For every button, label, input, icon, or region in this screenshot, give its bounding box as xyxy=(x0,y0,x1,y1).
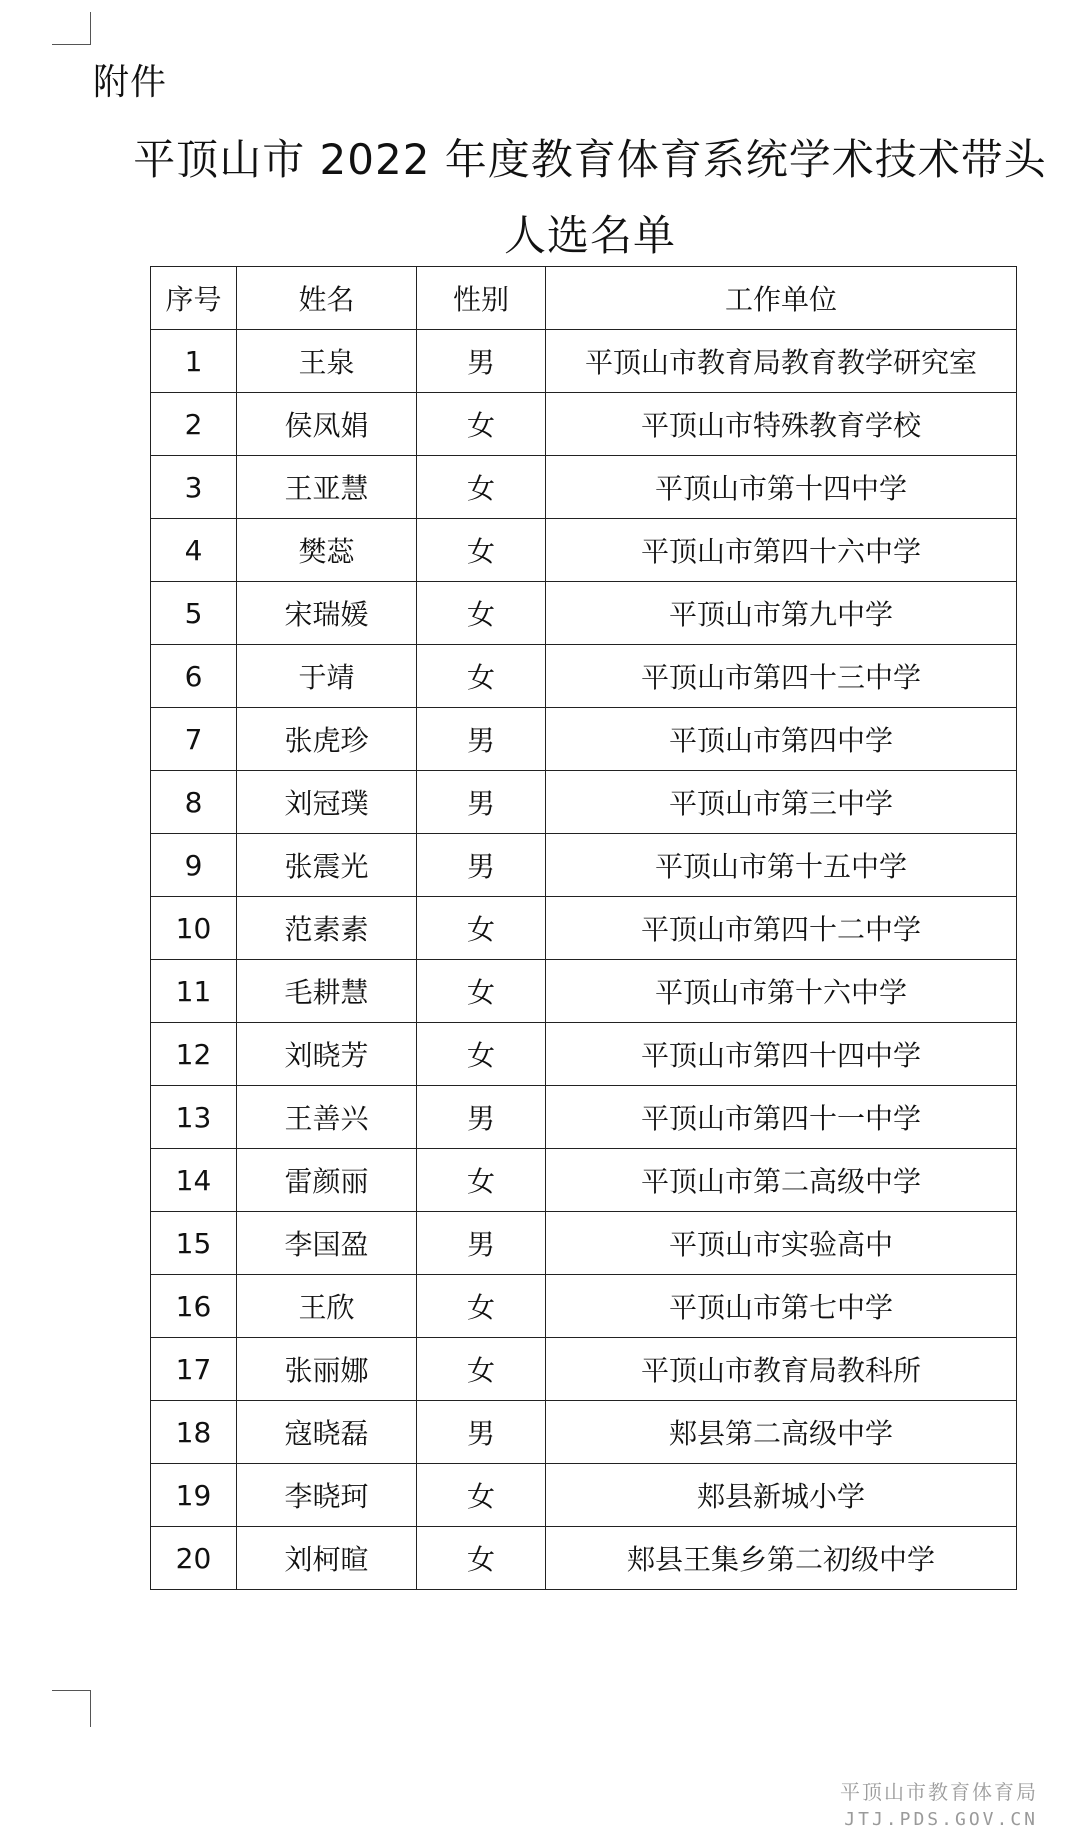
cell-number: 7 xyxy=(151,708,237,771)
cell-number: 1 xyxy=(151,330,237,393)
table-body xyxy=(151,330,1017,1590)
table-row xyxy=(151,645,1017,708)
attachment-label: 附件 xyxy=(93,62,168,103)
cell-gender: 女 xyxy=(417,393,546,456)
cell-number: 4 xyxy=(151,519,237,582)
roster-table xyxy=(150,266,1017,1590)
table-row xyxy=(151,1023,1017,1086)
cell-number: 17 xyxy=(151,1338,237,1401)
cell-name: 刘冠璞 xyxy=(237,771,417,834)
cell-number: 14 xyxy=(151,1149,237,1212)
cell-gender: 女 xyxy=(417,582,546,645)
cell-gender: 女 xyxy=(417,897,546,960)
cell-number: 13 xyxy=(151,1086,237,1149)
cell-name: 于靖 xyxy=(237,645,417,708)
cell-number: 3 xyxy=(151,456,237,519)
cell-name: 宋瑞媛 xyxy=(237,582,417,645)
table-row xyxy=(151,708,1017,771)
table-row xyxy=(151,834,1017,897)
cell-name: 毛耕慧 xyxy=(237,960,417,1023)
cell-number: 12 xyxy=(151,1023,237,1086)
cell-workplace: 郏县王集乡第二初级中学 xyxy=(546,1527,1017,1590)
cell-workplace: 平顶山市第四十六中学 xyxy=(546,519,1017,582)
table-row xyxy=(151,960,1017,1023)
cell-name: 范素素 xyxy=(237,897,417,960)
table-row xyxy=(151,582,1017,645)
table-row xyxy=(151,1401,1017,1464)
cell-gender: 男 xyxy=(417,1401,546,1464)
table-row xyxy=(151,1212,1017,1275)
cell-workplace: 平顶山市第四十二中学 xyxy=(546,897,1017,960)
header-workplace: 工作单位 xyxy=(546,267,1017,330)
cell-number: 15 xyxy=(151,1212,237,1275)
header-number: 序号 xyxy=(151,267,237,330)
cell-number: 8 xyxy=(151,771,237,834)
cell-workplace: 平顶山市第四十一中学 xyxy=(546,1086,1017,1149)
crop-mark-top xyxy=(52,12,91,45)
cell-name: 李晓珂 xyxy=(237,1464,417,1527)
title-line-2: 人选名单 xyxy=(503,211,676,260)
cell-workplace: 平顶山市第四十四中学 xyxy=(546,1023,1017,1086)
cell-gender: 男 xyxy=(417,330,546,393)
cell-gender: 男 xyxy=(417,771,546,834)
cell-number: 19 xyxy=(151,1464,237,1527)
cell-name: 寇晓磊 xyxy=(237,1401,417,1464)
watermark-url: JTJ.PDS.GOV.CN xyxy=(844,1809,1038,1830)
cell-workplace: 平顶山市第七中学 xyxy=(546,1275,1017,1338)
cell-name: 王善兴 xyxy=(237,1086,417,1149)
cell-gender: 男 xyxy=(417,708,546,771)
title-line-1: 平顶山市 2022 年度教育体育系统学术技术带头 xyxy=(133,135,1047,184)
cell-gender: 女 xyxy=(417,1527,546,1590)
cell-name: 张震光 xyxy=(237,834,417,897)
cell-number: 6 xyxy=(151,645,237,708)
watermark-name: 平顶山市教育体育局 xyxy=(840,1780,1038,1804)
cell-workplace: 平顶山市第四十三中学 xyxy=(546,645,1017,708)
cell-number: 20 xyxy=(151,1527,237,1590)
cell-name: 李国盈 xyxy=(237,1212,417,1275)
cell-workplace: 平顶山市第十六中学 xyxy=(546,960,1017,1023)
cell-gender: 女 xyxy=(417,456,546,519)
cell-workplace: 平顶山市第九中学 xyxy=(546,582,1017,645)
cell-gender: 男 xyxy=(417,1212,546,1275)
cell-name: 刘柯暄 xyxy=(237,1527,417,1590)
table-row xyxy=(151,393,1017,456)
document-title xyxy=(130,122,1050,274)
site-watermark xyxy=(840,1776,1038,1830)
table-row xyxy=(151,1086,1017,1149)
cell-name: 张虎珍 xyxy=(237,708,417,771)
cell-gender: 女 xyxy=(417,1149,546,1212)
cell-gender: 男 xyxy=(417,834,546,897)
cell-number: 2 xyxy=(151,393,237,456)
cell-gender: 女 xyxy=(417,519,546,582)
cell-gender: 女 xyxy=(417,645,546,708)
cell-number: 11 xyxy=(151,960,237,1023)
cell-name: 侯凤娟 xyxy=(237,393,417,456)
cell-number: 18 xyxy=(151,1401,237,1464)
cell-name: 王亚慧 xyxy=(237,456,417,519)
cell-workplace: 平顶山市第十四中学 xyxy=(546,456,1017,519)
cell-number: 10 xyxy=(151,897,237,960)
cell-name: 王泉 xyxy=(237,330,417,393)
cell-workplace: 平顶山市第二高级中学 xyxy=(546,1149,1017,1212)
cell-workplace: 平顶山市第四中学 xyxy=(546,708,1017,771)
table-header xyxy=(151,267,1017,330)
cell-gender: 女 xyxy=(417,960,546,1023)
header-gender: 性别 xyxy=(417,267,546,330)
table-row xyxy=(151,1527,1017,1590)
cell-workplace: 平顶山市实验高中 xyxy=(546,1212,1017,1275)
cell-workplace: 平顶山市第三中学 xyxy=(546,771,1017,834)
table-row xyxy=(151,1149,1017,1212)
cell-number: 9 xyxy=(151,834,237,897)
cell-gender: 女 xyxy=(417,1275,546,1338)
cell-number: 16 xyxy=(151,1275,237,1338)
cell-gender: 女 xyxy=(417,1338,546,1401)
cell-name: 樊蕊 xyxy=(237,519,417,582)
cell-name: 王欣 xyxy=(237,1275,417,1338)
cell-gender: 女 xyxy=(417,1464,546,1527)
table-row xyxy=(151,1338,1017,1401)
table-row xyxy=(151,771,1017,834)
cell-name: 张丽娜 xyxy=(237,1338,417,1401)
cell-workplace: 平顶山市第十五中学 xyxy=(546,834,1017,897)
crop-mark-bottom xyxy=(52,1690,91,1727)
cell-workplace: 郏县第二高级中学 xyxy=(546,1401,1017,1464)
cell-workplace: 平顶山市教育局教育教学研究室 xyxy=(546,330,1017,393)
table-row xyxy=(151,519,1017,582)
cell-name: 刘晓芳 xyxy=(237,1023,417,1086)
cell-workplace: 平顶山市教育局教科所 xyxy=(546,1338,1017,1401)
cell-number: 5 xyxy=(151,582,237,645)
cell-gender: 男 xyxy=(417,1086,546,1149)
header-row xyxy=(151,267,1017,330)
table-row xyxy=(151,1275,1017,1338)
cell-name: 雷颜丽 xyxy=(237,1149,417,1212)
cell-workplace: 郏县新城小学 xyxy=(546,1464,1017,1527)
table-row xyxy=(151,330,1017,393)
table-row xyxy=(151,897,1017,960)
cell-gender: 女 xyxy=(417,1023,546,1086)
header-name: 姓名 xyxy=(237,267,417,330)
table-row xyxy=(151,1464,1017,1527)
cell-workplace: 平顶山市特殊教育学校 xyxy=(546,393,1017,456)
table-row xyxy=(151,456,1017,519)
